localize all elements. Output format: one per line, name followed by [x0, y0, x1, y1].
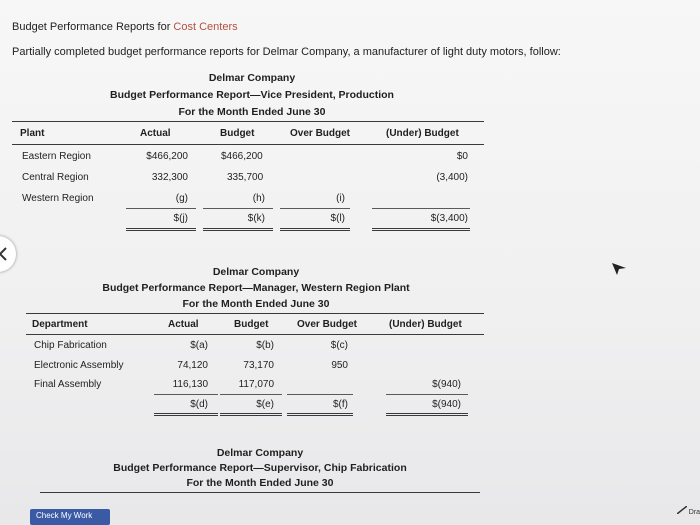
report2-row-label: Chip Fabrication	[34, 340, 107, 351]
pencil-icon	[677, 506, 687, 514]
report1-row-label: Central Region	[22, 172, 89, 183]
corner-text: Dra	[688, 509, 700, 516]
report1-total-budget: $(k)	[247, 213, 265, 224]
report2-top-rule	[26, 313, 484, 314]
page-title: Budget Performance Reports for Cost Centers	[12, 21, 238, 33]
chevron-left-icon	[0, 246, 8, 262]
report3-period: For the Month Ended June 30	[186, 477, 334, 489]
report2-row-budget: 73,170	[243, 360, 274, 371]
report1-header-rule	[12, 144, 484, 145]
report2-row-budget: $(b)	[256, 340, 274, 351]
report2-company: Delmar Company	[212, 266, 300, 278]
report1-row-budget: $466,200	[221, 151, 263, 162]
report2-row-under: $(940)	[432, 379, 461, 390]
report1-col-actual: Actual	[140, 128, 171, 139]
report2-total-under: $(940)	[432, 399, 461, 410]
report1-row-actual: 332,300	[151, 172, 188, 183]
report1-total-double-rule	[280, 228, 350, 231]
report1-total-double-rule	[203, 228, 273, 231]
report1-subtotal-rule	[126, 208, 196, 209]
report1-row-label: Western Region	[22, 193, 94, 204]
report2-row-actual: $(a)	[190, 340, 208, 351]
report1-row-label: Eastern Region	[22, 151, 91, 162]
report2-col-over: Over Budget	[297, 319, 358, 330]
report2-row-budget: 117,070	[238, 379, 274, 390]
report2-total-actual: $(d)	[190, 399, 208, 410]
report2-row-actual: 74,120	[177, 360, 208, 371]
report1-company: Delmar Company	[208, 72, 296, 84]
report3-name: Budget Performance Report—Supervisor, Chip Fabrication	[113, 462, 407, 474]
report1-row-budget: (h)	[252, 193, 265, 204]
report2-col-actual: Actual	[168, 319, 199, 330]
report1-name: Budget Performance Report—Vice President, Production	[110, 89, 394, 101]
report2-total-double-rule	[154, 413, 218, 416]
report1-top-rule	[12, 121, 484, 122]
report2-total-double-rule	[287, 413, 353, 416]
report2-col-department: Department	[32, 319, 88, 330]
report1-row-over: (i)	[336, 193, 345, 204]
report2-subtotal-rule	[220, 394, 282, 395]
report2-col-under: (Under) Budget	[389, 319, 462, 330]
check-my-work-button[interactable]: Check My Work	[30, 509, 110, 525]
report2-row-label: Electronic Assembly	[34, 360, 124, 371]
intro-text: Partially completed budget performance reports for Delmar Company, a manufacturer of light duty motors, follow:	[12, 46, 561, 58]
report1-subtotal-rule	[280, 208, 350, 209]
previous-arrow-button[interactable]	[0, 236, 16, 272]
report1-total-double-rule	[126, 228, 196, 231]
report2-subtotal-rule	[386, 394, 468, 395]
report2-total-budget: $(e)	[256, 399, 274, 410]
report1-total-over: $(l)	[330, 213, 345, 224]
report1-total-under: $(3,400)	[430, 213, 468, 224]
report2-name: Budget Performance Report—Manager, Western Region Plant	[102, 282, 410, 294]
cost-centers-link[interactable]: Cost Centers	[173, 21, 238, 33]
corner-link[interactable]	[677, 506, 700, 516]
report1-row-budget: 335,700	[227, 172, 264, 183]
report2-row-over: 950	[331, 360, 348, 371]
mouse-cursor-icon	[612, 262, 626, 280]
report1-row-actual: (g)	[175, 193, 188, 204]
report2-row-actual: 116,130	[172, 379, 208, 390]
report3-top-rule	[40, 492, 480, 493]
report2-header-rule	[26, 334, 484, 335]
report1-col-under: (Under) Budget	[386, 128, 459, 139]
report2-subtotal-rule	[154, 394, 218, 395]
report2-col-budget: Budget	[234, 319, 269, 330]
report2-period: For the Month Ended June 30	[182, 298, 330, 310]
report1-col-over: Over Budget	[290, 128, 351, 139]
report1-period: For the Month Ended June 30	[178, 106, 326, 118]
report2-total-over: $(f)	[333, 399, 348, 410]
report2-total-double-rule	[386, 413, 468, 416]
report2-row-label: Final Assembly	[34, 379, 102, 390]
report1-row-under: $0	[456, 151, 468, 162]
report1-total-double-rule	[372, 228, 470, 231]
report1-col-plant: Plant	[20, 128, 45, 139]
report2-total-double-rule	[220, 413, 282, 416]
report1-col-budget: Budget	[220, 128, 255, 139]
report1-subtotal-rule	[372, 208, 470, 209]
report1-row-under: (3,400)	[436, 172, 468, 183]
report2-subtotal-rule	[287, 394, 353, 395]
report1-row-actual: $466,200	[146, 151, 188, 162]
report3-company: Delmar Company	[216, 447, 304, 459]
report1-subtotal-rule	[203, 208, 273, 209]
report1-total-actual: $(j)	[173, 213, 188, 224]
report2-row-over: $(c)	[330, 340, 348, 351]
